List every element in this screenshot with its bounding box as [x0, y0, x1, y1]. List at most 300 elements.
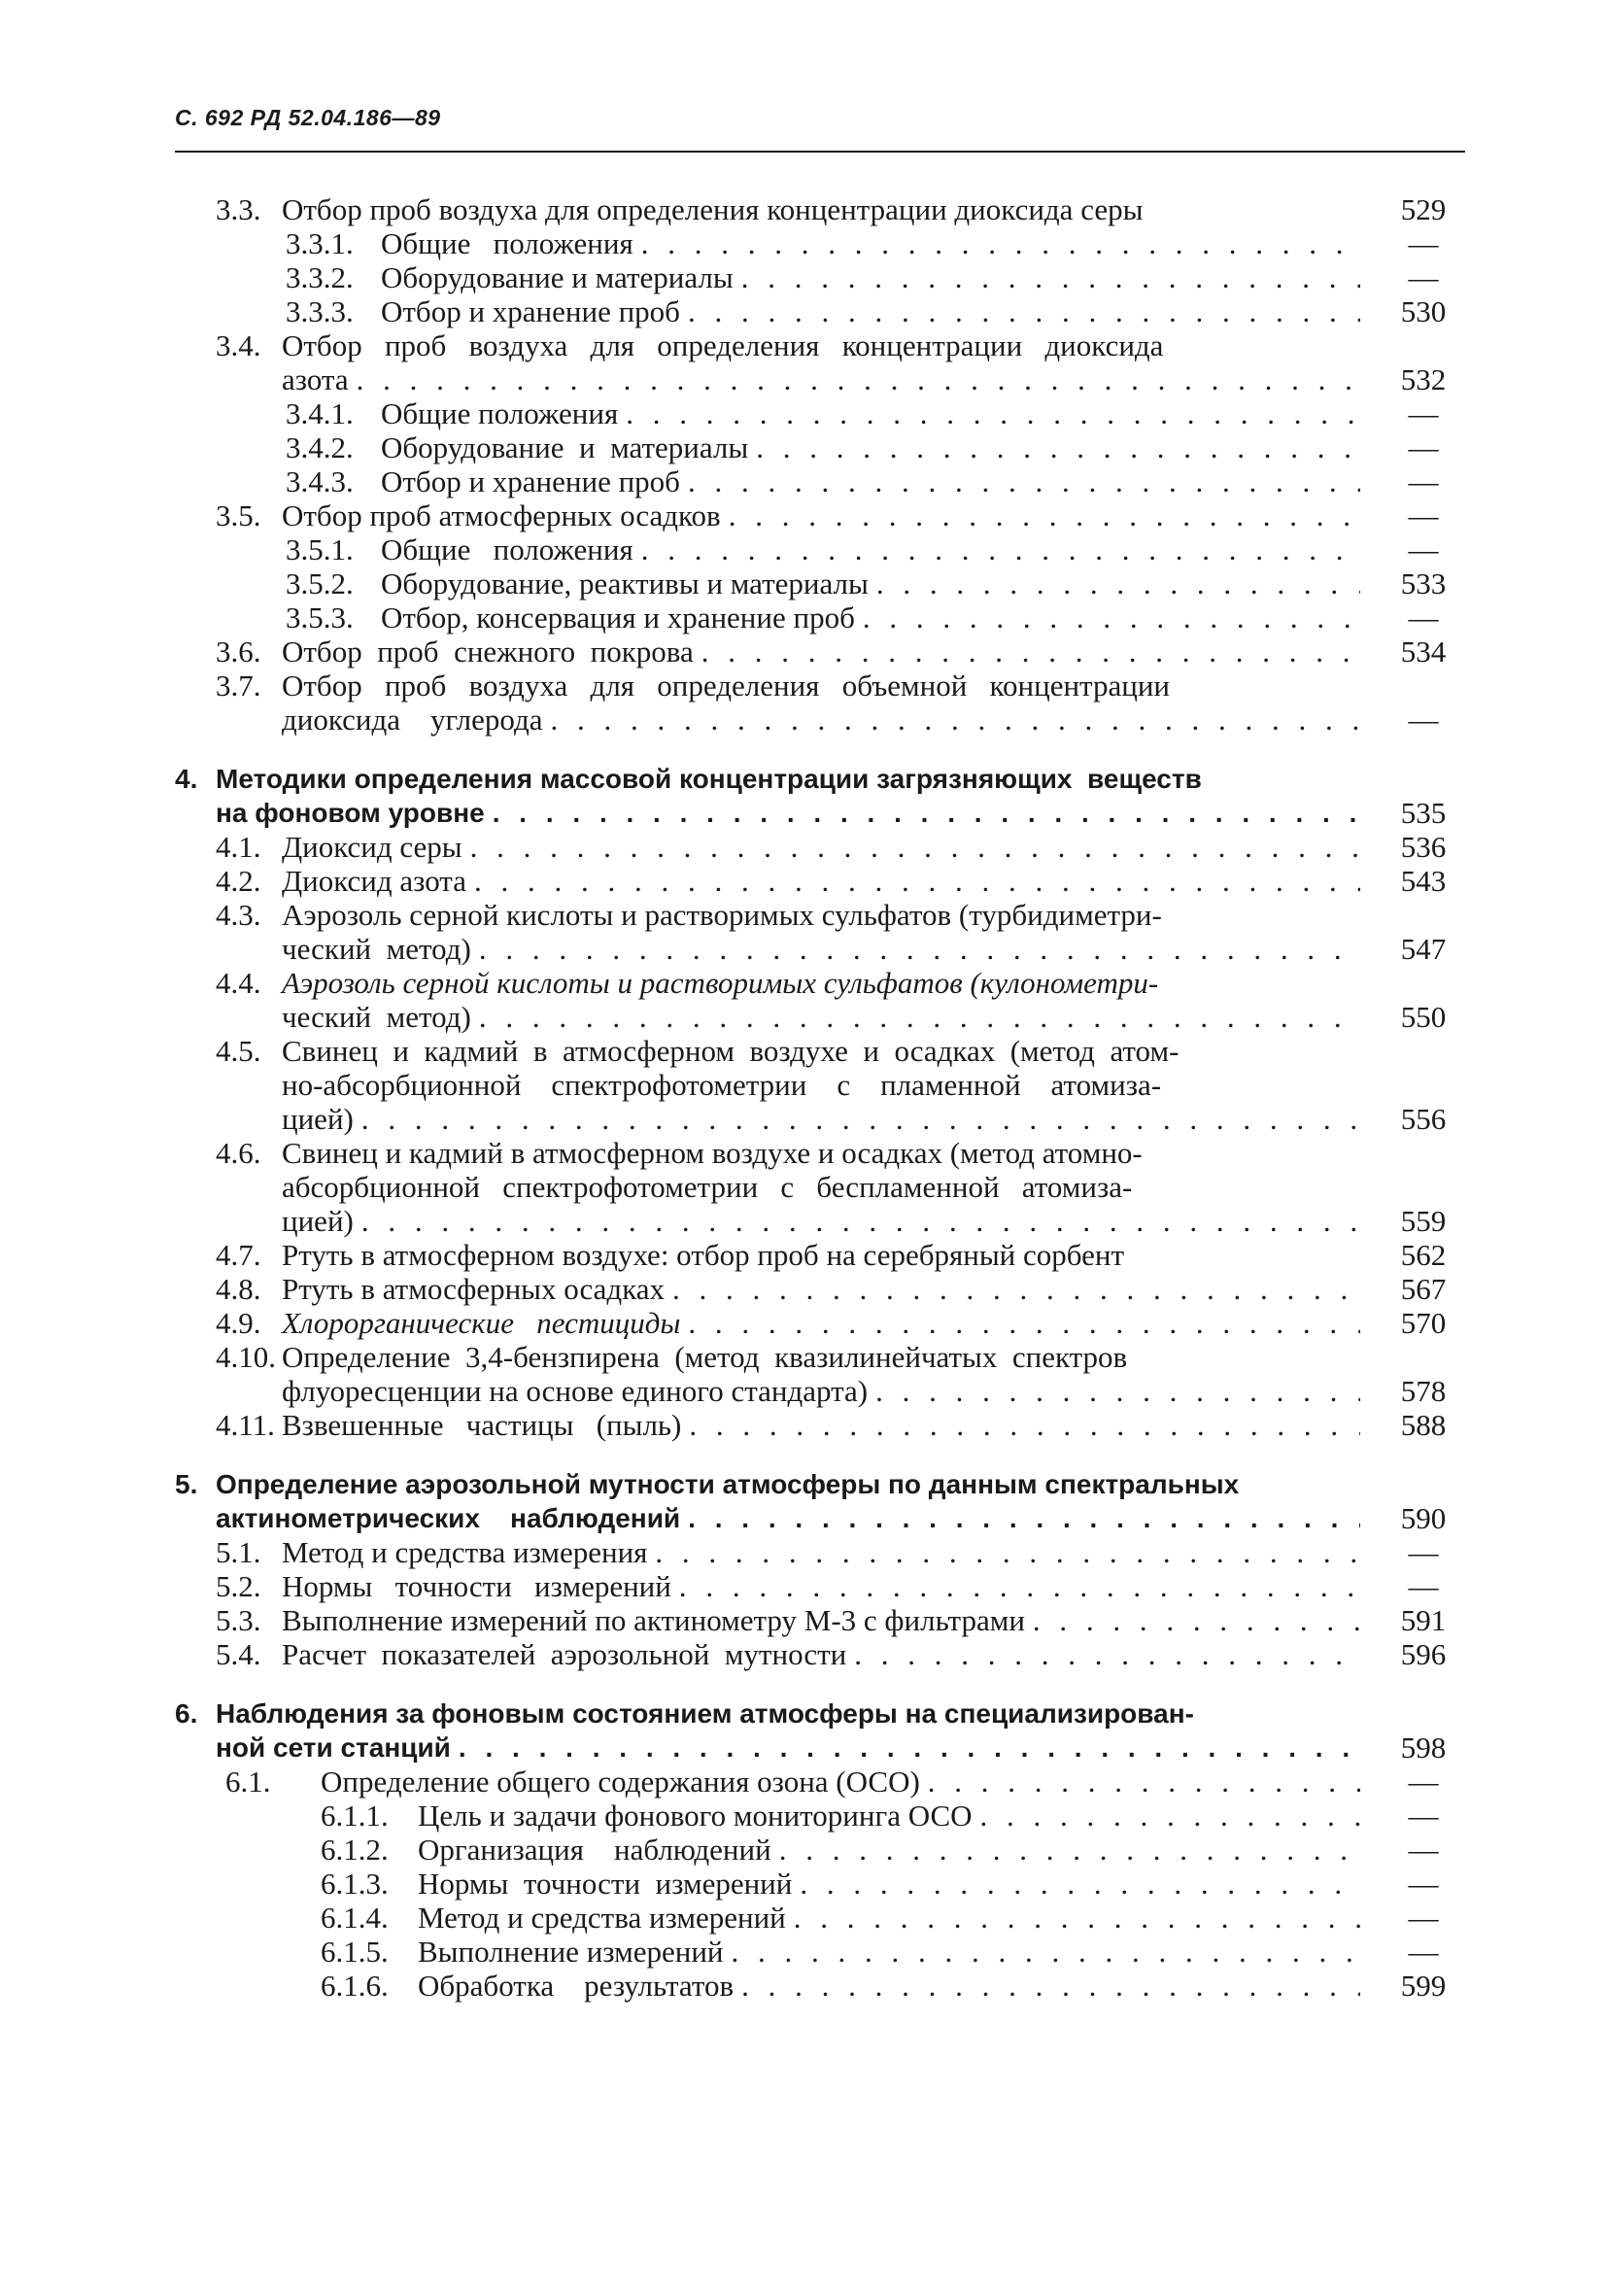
toc-entry: [0, 498, 1607, 532]
toc-entry-page: 550: [1400, 1000, 1447, 1034]
toc-entry: [0, 864, 1607, 898]
toc-entry-line-text: Обработка результатов: [418, 1969, 735, 2003]
toc-entry-line-text: Организация наблюдений: [418, 1833, 771, 1867]
toc-entry: [0, 1535, 1607, 1569]
toc-entry-number: 6.1.2.: [321, 1833, 389, 1867]
toc-entry-number: 6.1.3.: [321, 1867, 389, 1901]
toc-entry-page: —: [1408, 1535, 1439, 1569]
toc-entry-line: [282, 864, 1360, 898]
leader-dots: [863, 600, 1360, 634]
toc-entry-line-text: на фоновом уровне: [216, 798, 485, 828]
toc-entry-line: [282, 1238, 1360, 1272]
toc-entry: [0, 600, 1607, 634]
toc-entry-line-text: Оборудование, реактивы и материалы: [381, 566, 869, 600]
toc-entry-number: 3.5.3.: [286, 600, 354, 634]
toc-entry-title: [418, 1969, 1360, 2003]
toc-entry-line: [282, 1136, 1360, 1170]
section-gap: [0, 737, 1607, 762]
toc-entry-line: [381, 430, 1360, 464]
toc-entry-line: [418, 1833, 1360, 1867]
toc-entry-page: —: [1408, 464, 1439, 498]
toc-entry-line: [282, 703, 1360, 737]
leader-dots: [479, 932, 1360, 966]
toc-entry-title: [282, 1238, 1360, 1272]
toc-entry-page: —: [1408, 1765, 1439, 1799]
toc-entry-page: 567: [1400, 1272, 1447, 1306]
toc-entry-number: 5.2.: [216, 1569, 261, 1603]
leader-dots: [794, 1901, 1360, 1935]
toc-entry-line-text: флуоресценции на основе единого стандарта): [282, 1374, 869, 1408]
toc-entry: [0, 532, 1607, 566]
toc-entry: [0, 830, 1607, 864]
toc-entry-number: 4.7.: [216, 1238, 261, 1272]
toc-entry-title: [282, 498, 1360, 532]
toc-entry-page: —: [1408, 226, 1439, 260]
toc-entry-line: [282, 1204, 1360, 1238]
toc-entry-line-text: Методики определения массовой концентрации загрязняющих веществ: [216, 764, 1202, 794]
toc-entry-line-text: Ртуть в атмосферных осадках: [282, 1272, 666, 1306]
toc-entry-line-text: Отбор проб воздуха для определения концентрации диоксида: [282, 328, 1164, 362]
toc-entry-line: [282, 966, 1360, 1000]
toc-entry: [0, 1901, 1607, 1935]
section-gap: [0, 1671, 1607, 1696]
toc-entry-line: [381, 566, 1360, 600]
toc-entry-line-text: Отбор, консервация и хранение проб: [381, 600, 855, 634]
toc-entry: [0, 1637, 1607, 1671]
header-rule: [175, 151, 1465, 153]
toc-entry-line-text: Свинец и кадмий в атмосферном воздухе и осадках (метод атомно-: [282, 1136, 1143, 1170]
toc-entry-line: [282, 1000, 1360, 1034]
toc-entry-title: [282, 898, 1360, 966]
toc-entry-number: 6.1.6.: [321, 1969, 389, 2003]
toc-entry-title: [381, 600, 1360, 634]
toc-entry-line: [418, 1969, 1360, 2003]
toc-entry-line: [282, 1374, 1360, 1408]
toc-entry: [0, 260, 1607, 294]
toc-entry-page: —: [1408, 1935, 1439, 1969]
leader-dots: [479, 1000, 1360, 1034]
toc-entry-line-text: Отбор и хранение проб: [381, 294, 680, 328]
toc-entry-page: —: [1408, 1799, 1439, 1833]
toc-entry-number: 4.8.: [216, 1272, 261, 1306]
toc-entry-line-text: но-абсорбционной спектрофотометрии с пламенной атомиза-: [282, 1068, 1162, 1102]
toc-entry-page: 547: [1400, 932, 1447, 966]
toc-entry: [0, 430, 1607, 464]
toc-entry-number: 3.4.: [216, 328, 261, 362]
toc-entry-line: [282, 1068, 1360, 1102]
toc-entry-number: 3.3.1.: [286, 226, 354, 260]
toc-entry-line: [418, 1901, 1360, 1935]
toc-entry: [0, 1238, 1607, 1272]
toc-entry-title: [381, 464, 1360, 498]
toc-entry: [0, 1136, 1607, 1238]
toc-entry-line: [282, 898, 1360, 932]
leader-dots: [679, 1569, 1360, 1603]
toc-entry-page: —: [1408, 703, 1439, 737]
toc-entry-number: 3.3.3.: [286, 294, 354, 328]
toc-entry-title: [282, 1535, 1360, 1569]
toc-entry-page: 529: [1400, 192, 1447, 226]
toc-entry-title: [321, 1765, 1360, 1799]
toc-entry: [0, 668, 1607, 737]
toc-entry-page: —: [1408, 1867, 1439, 1901]
table-of-contents: [0, 192, 1607, 2003]
toc-entry-page: 535: [1400, 796, 1447, 830]
toc-entry-title: [282, 1136, 1360, 1238]
toc-entry-page: —: [1408, 1901, 1439, 1935]
toc-entry-line: [282, 192, 1360, 226]
leader-dots: [756, 430, 1360, 464]
toc-entry-number: 5.: [175, 1469, 198, 1499]
toc-entry-title: [381, 532, 1360, 566]
toc-entry-number: 4.6.: [216, 1136, 261, 1170]
toc-entry-line: [282, 932, 1360, 966]
toc-entry: [0, 1969, 1607, 2003]
toc-entry-page: 559: [1400, 1204, 1447, 1238]
leader-dots: [876, 566, 1360, 600]
toc-entry-title: [216, 1467, 1360, 1535]
toc-entry-number: 6.1.1.: [321, 1799, 389, 1833]
toc-entry-line-text: Общие положения: [381, 226, 633, 260]
toc-entry-line-text: Хлорорганические пестициды: [282, 1306, 681, 1340]
toc-entry-line-text: Свинец и кадмий в атмосферном воздухе и осадках (метод атом-: [282, 1034, 1180, 1068]
toc-entry-line: [282, 1408, 1360, 1442]
toc-entry: [0, 1467, 1607, 1535]
toc-entry-line: [282, 328, 1360, 362]
toc-entry-line: [282, 1272, 1360, 1306]
toc-entry: [0, 566, 1607, 600]
toc-entry-line: [282, 362, 1360, 396]
toc-entry-line: [282, 1340, 1360, 1374]
toc-entry-title: [282, 1408, 1360, 1442]
toc-entry-line: [282, 1034, 1360, 1068]
toc-entry-title: [418, 1833, 1360, 1867]
toc-entry-number: 4.11.: [216, 1408, 275, 1442]
leader-dots: [732, 1935, 1361, 1969]
toc-entry-line: [216, 1467, 1360, 1501]
toc-entry: [0, 1340, 1607, 1408]
toc-entry-title: [418, 1799, 1360, 1833]
toc-entry-title: [418, 1901, 1360, 1935]
toc-entry-title: [381, 260, 1360, 294]
toc-entry-line-text: Определение 3,4-бензпирена (метод квазилинейчатых спектров: [282, 1340, 1128, 1374]
toc-entry-number: 5.4.: [216, 1637, 261, 1671]
leader-dots: [854, 1637, 1360, 1671]
toc-entry: [0, 1272, 1607, 1306]
toc-entry-line: [381, 294, 1360, 328]
page-header: С. 692 РД 52.04.186—89: [175, 105, 441, 130]
toc-entry-page: 596: [1400, 1637, 1447, 1671]
toc-entry-line-text: Отбор проб воздуха для определения концентрации диоксида серы: [282, 192, 1144, 226]
toc-entry-line-text: Определение общего содержания озона (ОСО): [321, 1765, 920, 1799]
toc-entry-line: [282, 1569, 1360, 1603]
toc-entry-line-text: Взвешенные частицы (пыль): [282, 1408, 682, 1442]
toc-entry-title: [216, 1696, 1360, 1765]
toc-entry-line-text: Оборудование и материалы: [381, 260, 734, 294]
leader-dots: [688, 1306, 1360, 1340]
toc-entry-title: [282, 830, 1360, 864]
leader-dots: [1033, 1603, 1360, 1637]
toc-entry-line-text: Расчет показателей аэрозольной мутности: [282, 1637, 847, 1671]
toc-entry-line-text: Нормы точности измерений: [282, 1569, 671, 1603]
toc-entry-number: 4.: [175, 764, 198, 794]
toc-entry-title: [282, 668, 1360, 737]
toc-entry-title: [282, 1306, 1360, 1340]
toc-entry-line: [282, 1102, 1360, 1136]
toc-entry-page: 534: [1400, 634, 1447, 668]
toc-entry-line-text: актинометрических наблюдений: [216, 1503, 681, 1533]
toc-entry-line: [282, 634, 1360, 668]
toc-entry-page: —: [1408, 498, 1439, 532]
toc-entry-line-text: Метод и средства измерений: [418, 1901, 786, 1935]
leader-dots: [688, 294, 1360, 328]
toc-entry-line: [418, 1935, 1360, 1969]
toc-entry-number: 3.3.2.: [286, 260, 354, 294]
toc-entry: [0, 1935, 1607, 1969]
toc-entry-title: [381, 396, 1360, 430]
toc-entry-page: —: [1408, 532, 1439, 566]
leader-dots: [641, 226, 1360, 260]
toc-entry-number: 3.5.: [216, 498, 261, 532]
toc-entry-line-text: Ртуть в атмосферном воздухе: отбор проб на серебряный сорбент: [282, 1238, 1125, 1272]
toc-entry-line-text: Нормы точности измерений: [418, 1867, 793, 1901]
toc-entry-line: [381, 464, 1360, 498]
toc-entry-number: 3.5.2.: [286, 566, 354, 600]
toc-entry-line-text: цией): [282, 1204, 354, 1238]
toc-entry: [0, 1799, 1607, 1833]
toc-entry-number: 4.5.: [216, 1034, 261, 1068]
leader-dots: [655, 1535, 1360, 1569]
toc-entry-line: [282, 1306, 1360, 1340]
toc-entry-line-text: Аэрозоль серной кислоты и растворимых сульфатов (кулонометри-: [282, 966, 1159, 1000]
leader-dots: [741, 260, 1360, 294]
toc-entry-line: [216, 762, 1360, 796]
toc-entry-number: 3.4.2.: [286, 430, 354, 464]
toc-entry-title: [381, 226, 1360, 260]
toc-entry-page: —: [1408, 1833, 1439, 1867]
toc-entry: [0, 464, 1607, 498]
toc-entry-page: 590: [1400, 1501, 1447, 1535]
toc-entry-number: 6.1.: [225, 1765, 271, 1799]
toc-entry: [0, 1696, 1607, 1765]
toc-entry-title: [418, 1935, 1360, 1969]
toc-entry: [0, 328, 1607, 396]
toc-entry-line-text: Наблюдения за фоновым состоянием атмосферы на специализирован-: [216, 1698, 1194, 1729]
toc-entry-number: 3.3.: [216, 192, 261, 226]
toc-entry: [0, 192, 1607, 226]
toc-entry-line-text: Выполнение измерений: [418, 1935, 724, 1969]
leader-dots: [361, 1102, 1360, 1136]
toc-entry-number: 3.4.3.: [286, 464, 354, 498]
toc-entry-line-text: ческий метод): [282, 1000, 471, 1034]
toc-entry-line: [216, 1501, 1360, 1535]
toc-entry: [0, 396, 1607, 430]
toc-entry-line: [282, 1603, 1360, 1637]
toc-entry-page: —: [1408, 396, 1439, 430]
toc-entry-line-text: азота: [282, 362, 349, 396]
toc-entry-line: [381, 532, 1360, 566]
toc-entry-line: [321, 1765, 1360, 1799]
leader-dots: [470, 830, 1360, 864]
toc-entry-page: 536: [1400, 830, 1447, 864]
toc-entry-line-text: Общие положения: [381, 532, 633, 566]
leader-dots: [626, 396, 1360, 430]
toc-entry-line-text: диоксида углерода: [282, 703, 543, 737]
toc-entry-line: [282, 498, 1360, 532]
toc-entry-page: 591: [1400, 1603, 1447, 1637]
toc-entry-line: [381, 226, 1360, 260]
toc-entry: [0, 762, 1607, 830]
toc-entry-number: 4.3.: [216, 898, 261, 932]
toc-entry-line: [216, 796, 1360, 830]
toc-entry-line-text: ной сети станций: [216, 1732, 451, 1763]
leader-dots: [800, 1867, 1360, 1901]
toc-entry-title: [216, 762, 1360, 830]
toc-entry-title: [282, 192, 1360, 226]
toc-entry-line: [216, 1696, 1360, 1731]
toc-entry-line-text: Выполнение измерений по актинометру М-3 с фильтрами: [282, 1603, 1025, 1637]
toc-entry-line: [282, 1637, 1360, 1671]
toc-entry-line-text: абсорбционной спектрофотометрии с беспламенной атомиза-: [282, 1170, 1133, 1204]
toc-entry-number: 4.10.: [216, 1340, 276, 1374]
toc-entry-line-text: Отбор проб снежного покрова: [282, 634, 694, 668]
toc-entry-page: —: [1408, 600, 1439, 634]
toc-entry-line: [381, 600, 1360, 634]
leader-dots: [875, 1374, 1360, 1408]
toc-entry-line: [282, 668, 1360, 703]
toc-entry-number: 6.1.5.: [321, 1935, 389, 1969]
leader-dots: [980, 1799, 1360, 1833]
toc-entry-line: [282, 830, 1360, 864]
toc-entry-page: —: [1408, 1569, 1439, 1603]
toc-entry-title: [282, 1034, 1360, 1136]
toc-entry-line-text: ческий метод): [282, 932, 471, 966]
leader-dots: [689, 1408, 1360, 1442]
leader-dots: [459, 1731, 1360, 1765]
toc-entry: [0, 294, 1607, 328]
toc-entry-page: —: [1408, 430, 1439, 464]
toc-entry-page: 578: [1400, 1374, 1447, 1408]
toc-entry-number: 3.5.1.: [286, 532, 354, 566]
toc-entry-line: [216, 1731, 1360, 1765]
toc-entry-number: 4.9.: [216, 1306, 261, 1340]
leader-dots: [361, 1204, 1360, 1238]
toc-entry-number: 6.: [175, 1698, 198, 1729]
toc-entry-title: [282, 1637, 1360, 1671]
toc-entry-line: [282, 1535, 1360, 1569]
toc-entry-page: 543: [1400, 864, 1447, 898]
toc-entry-line: [418, 1799, 1360, 1833]
toc-entry-number: 5.1.: [216, 1535, 261, 1569]
leader-dots: [493, 796, 1360, 830]
toc-entry: [0, 1867, 1607, 1901]
toc-entry-page: 562: [1400, 1238, 1447, 1272]
toc-entry: [0, 1765, 1607, 1799]
toc-entry-number: 3.7.: [216, 668, 261, 703]
toc-entry-title: [282, 1603, 1360, 1637]
leader-dots: [357, 362, 1360, 396]
toc-entry-page: 599: [1400, 1969, 1447, 2003]
toc-entry-title: [282, 328, 1360, 396]
toc-entry-line-text: цией): [282, 1102, 354, 1136]
toc-entry-line-text: Общие положения: [381, 396, 619, 430]
toc-entry-line-text: Оборудование и материалы: [381, 430, 749, 464]
leader-dots: [688, 464, 1360, 498]
toc-entry-number: 6.1.4.: [321, 1901, 389, 1935]
toc-entry-title: [282, 634, 1360, 668]
toc-entry-number: 3.6.: [216, 634, 261, 668]
toc-entry-title: [282, 1272, 1360, 1306]
toc-entry-line: [381, 260, 1360, 294]
toc-entry-line-text: Определение аэрозольной мутности атмосферы по данным спектральных: [216, 1469, 1240, 1499]
toc-entry-line-text: Метод и средства измерения: [282, 1535, 648, 1569]
toc-entry-number: 4.2.: [216, 864, 261, 898]
leader-dots: [779, 1833, 1360, 1867]
leader-dots: [729, 498, 1360, 532]
toc-entry: [0, 1034, 1607, 1136]
toc-entry-page: 570: [1400, 1306, 1447, 1340]
leader-dots: [641, 532, 1360, 566]
toc-entry: [0, 226, 1607, 260]
toc-entry-title: [381, 430, 1360, 464]
toc-entry-page: —: [1408, 260, 1439, 294]
toc-entry-title: [282, 1569, 1360, 1603]
toc-entry-line: [418, 1867, 1360, 1901]
toc-entry: [0, 1603, 1607, 1637]
toc-entry-number: 3.4.1.: [286, 396, 354, 430]
toc-entry-title: [381, 294, 1360, 328]
toc-entry-title: [381, 566, 1360, 600]
toc-entry: [0, 634, 1607, 668]
toc-entry-title: [282, 864, 1360, 898]
toc-entry-line-text: Отбор и хранение проб: [381, 464, 680, 498]
leader-dots: [474, 864, 1360, 898]
toc-entry-page: 533: [1400, 566, 1447, 600]
toc-entry: [0, 966, 1607, 1034]
toc-entry-page: 530: [1400, 294, 1447, 328]
toc-entry: [0, 898, 1607, 966]
toc-entry-number: 5.3.: [216, 1603, 261, 1637]
toc-entry-title: [418, 1867, 1360, 1901]
toc-entry-number: 4.4.: [216, 966, 261, 1000]
leader-dots: [701, 634, 1360, 668]
leader-dots: [688, 1501, 1360, 1535]
toc-entry-line-text: Цель и задачи фонового мониторинга ОСО: [418, 1799, 973, 1833]
toc-entry-line-text: Отбор проб атмосферных осадков: [282, 498, 721, 532]
toc-entry-page: 532: [1400, 362, 1447, 396]
toc-entry-page: 588: [1400, 1408, 1447, 1442]
toc-entry-title: [282, 966, 1360, 1034]
leader-dots: [672, 1272, 1360, 1306]
toc-entry: [0, 1833, 1607, 1867]
toc-entry-number: 4.1.: [216, 830, 261, 864]
toc-entry: [0, 1569, 1607, 1603]
toc-entry-line-text: Диоксид азота: [282, 864, 466, 898]
toc-entry-line-text: Диоксид серы: [282, 830, 462, 864]
toc-entry: [0, 1306, 1607, 1340]
toc-entry-page: 556: [1400, 1102, 1447, 1136]
leader-dots: [551, 703, 1360, 737]
toc-entry-line: [381, 396, 1360, 430]
toc-entry-line: [282, 1170, 1360, 1204]
leader-dots: [928, 1765, 1360, 1799]
toc-entry-page: 598: [1400, 1731, 1447, 1765]
toc-entry-title: [282, 1340, 1360, 1408]
toc-entry: [0, 1408, 1607, 1442]
toc-entry-line-text: Отбор проб воздуха для определения объемной концентрации: [282, 668, 1171, 703]
leader-dots: [741, 1969, 1360, 2003]
toc-entry-line-text: Аэрозоль серной кислоты и растворимых сульфатов (турбидиметри-: [282, 898, 1162, 932]
